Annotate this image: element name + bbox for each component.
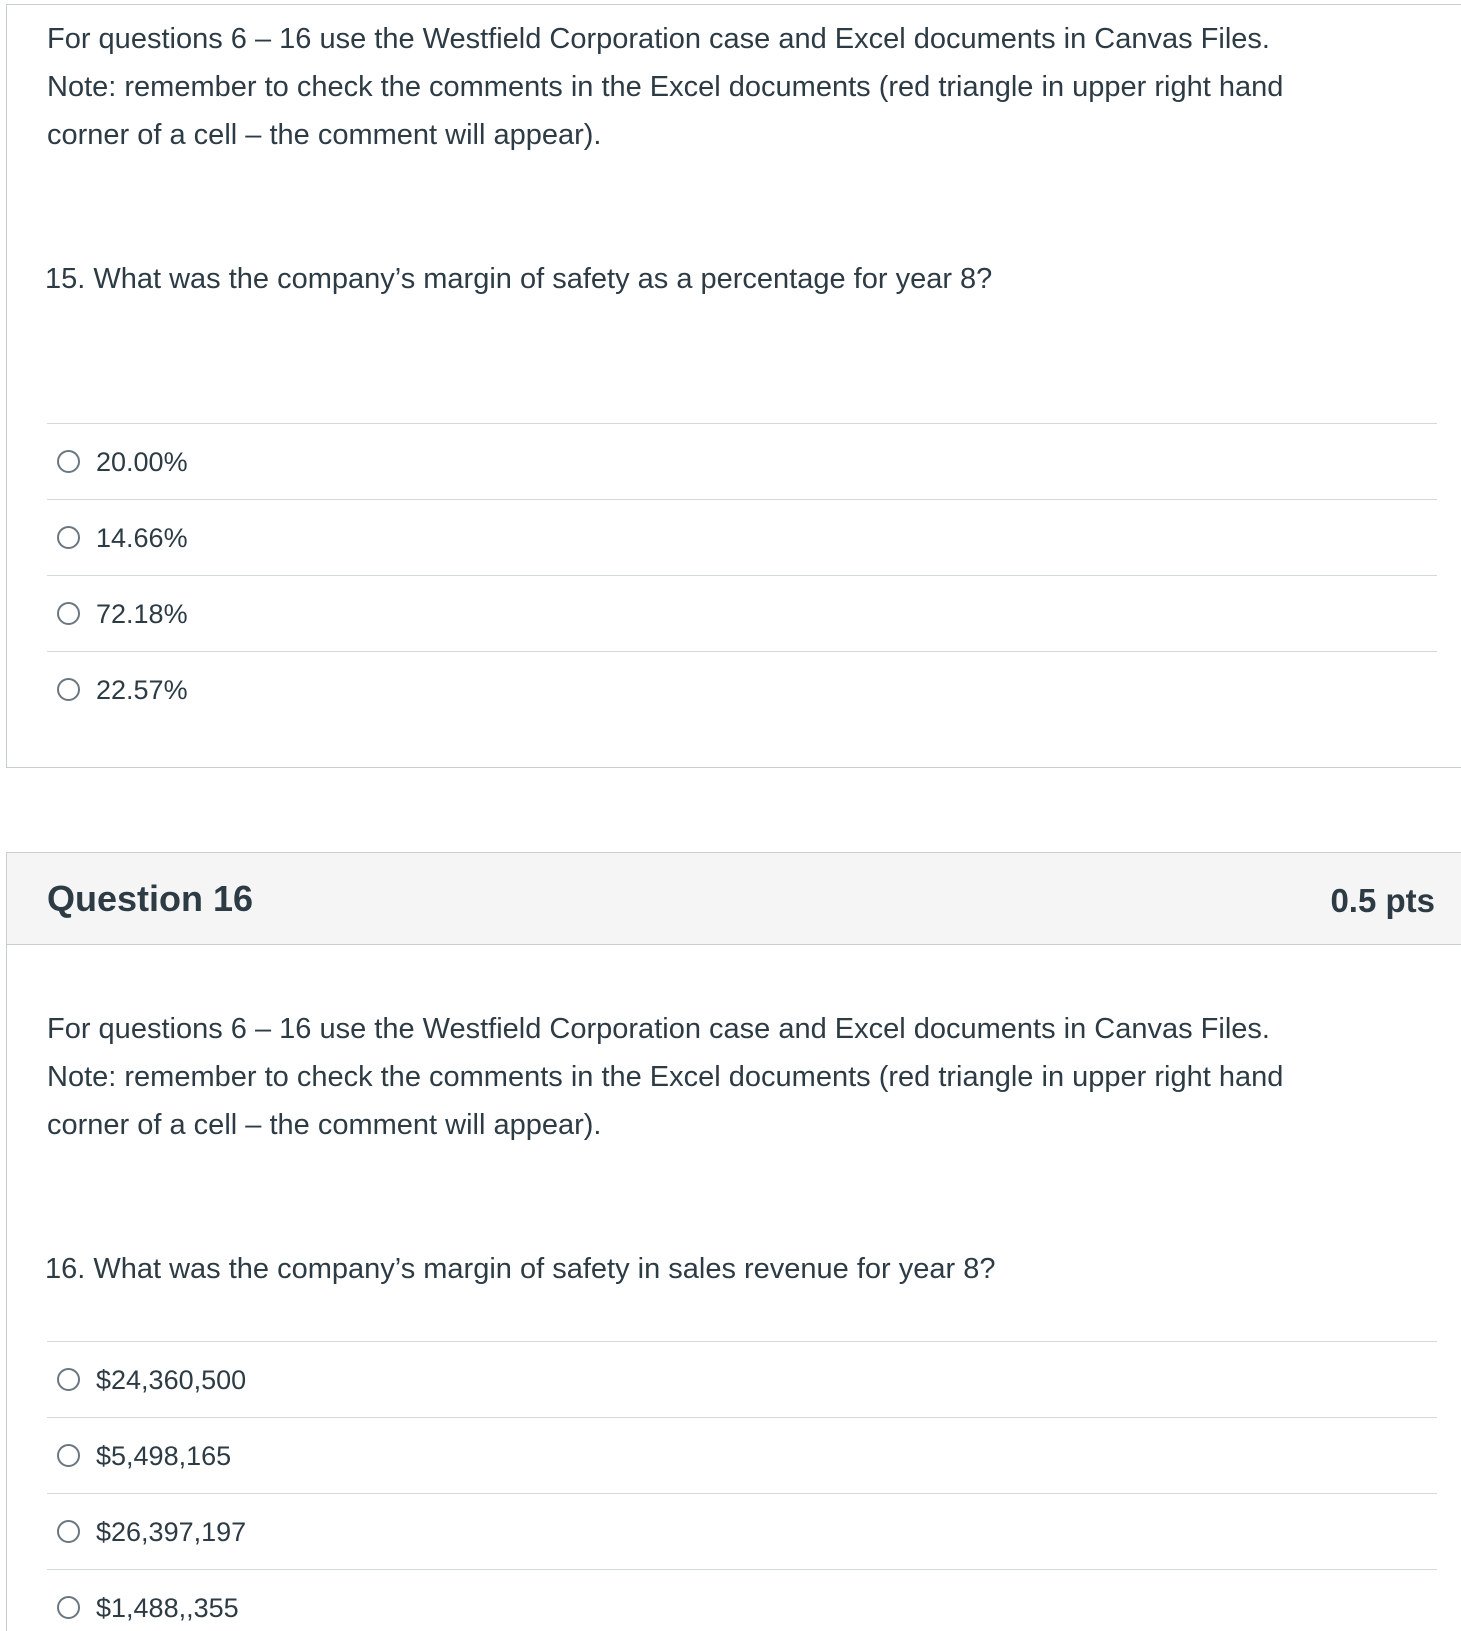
answer-label: $1,488,,355 [96,1592,239,1623]
question-16-instructions [47,1005,1427,1149]
instructions-line: corner of a cell – the comment will appear). [47,119,602,151]
radio-button[interactable] [57,1444,80,1467]
answer-option[interactable] [47,1493,1437,1569]
radio-button[interactable] [57,450,80,473]
radio-button[interactable] [57,602,80,625]
radio-button[interactable] [57,1368,80,1391]
question-16-header [7,853,1461,945]
question-15-card [6,4,1461,768]
question-16-card [6,852,1461,1631]
question-15-instructions [47,15,1427,159]
answer-label: $24,360,500 [96,1364,247,1395]
instructions-line: Note: remember to check the comments in the Excel documents (red triangle in upper right hand [47,71,1284,103]
radio-button[interactable] [57,526,80,549]
answer-label: 20.00% [96,446,188,477]
answer-option[interactable] [47,423,1437,499]
question-16-prompt: 16. What was the company’s margin of safety in sales revenue for year 8? [45,1253,996,1285]
question-15-prompt: 15. What was the company’s margin of safety as a percentage for year 8? [45,263,993,295]
instructions-line: corner of a cell – the comment will appear). [47,1109,602,1141]
answer-label: 22.57% [96,674,188,705]
answer-label: $5,498,165 [96,1440,232,1471]
answer-option[interactable] [47,1417,1437,1493]
radio-button[interactable] [57,678,80,701]
question-points: 0.5 pts [1330,882,1435,919]
answer-option[interactable] [47,575,1437,651]
answer-option[interactable] [47,1341,1437,1417]
answer-option[interactable] [47,651,1437,727]
answer-option[interactable] [47,1569,1437,1631]
instructions-line: Note: remember to check the comments in the Excel documents (red triangle in upper right hand [47,1061,1284,1093]
question-15-answers [47,423,1437,727]
radio-button[interactable] [57,1520,80,1543]
answer-option[interactable] [47,499,1437,575]
instructions-line: For questions 6 – 16 use the Westfield Corporation case and Excel documents in Canvas Files. [47,23,1270,55]
answer-label: $26,397,197 [96,1516,247,1547]
answer-label: 14.66% [96,522,188,553]
instructions-line: For questions 6 – 16 use the Westfield Corporation case and Excel documents in Canvas Files. [47,1013,1270,1045]
radio-button[interactable] [57,1596,80,1619]
answer-label: 72.18% [96,598,188,629]
question-title: Question 16 [47,878,254,919]
question-16-answers [47,1341,1437,1631]
